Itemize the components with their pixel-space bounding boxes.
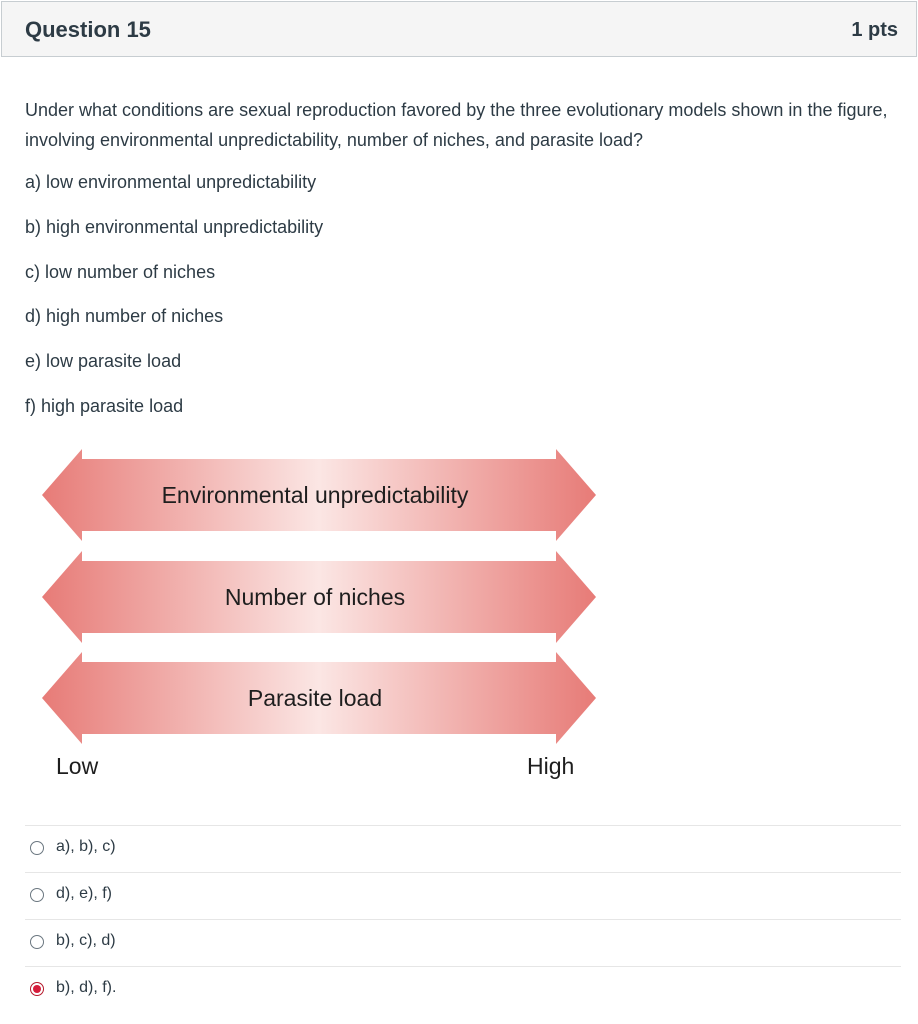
axis-high-label: High bbox=[527, 753, 575, 779]
axis-low-label: Low bbox=[56, 753, 99, 779]
question-title: Question 15 bbox=[25, 17, 151, 42]
radio-button[interactable] bbox=[30, 935, 44, 949]
arrow-parasite-load bbox=[42, 652, 596, 744]
arrow-label-parasite-load: Parasite load bbox=[247, 685, 383, 711]
arrow-label-number-of-niches: Number of niches bbox=[224, 584, 406, 610]
statement-c: c) low number of niches bbox=[25, 262, 216, 282]
arrow-environmental-unpredictability bbox=[42, 449, 596, 541]
answer-label[interactable]: a), b), c) bbox=[56, 838, 116, 855]
answer-label[interactable]: b), d), f). bbox=[56, 979, 117, 996]
statement-b: b) high environmental unpredictability bbox=[25, 217, 324, 237]
arrow-label-environmental-unpredictability: Environmental unpredictability bbox=[161, 482, 469, 508]
statement-f: f) high parasite load bbox=[25, 396, 184, 416]
radio-button[interactable] bbox=[30, 841, 44, 855]
answer-label[interactable]: b), c), d) bbox=[56, 932, 116, 949]
question-prompt: Under what conditions are sexual reproduction favored by the three evolutionary models shown in the figure, involving environmental unpredictability, number of niches, and parasite load? bbox=[25, 100, 888, 150]
answer-option-4[interactable] bbox=[25, 966, 901, 1013]
statement-e: e) low parasite load bbox=[25, 351, 182, 371]
answer-label[interactable]: d), e), f) bbox=[56, 885, 113, 902]
answer-option-1[interactable] bbox=[25, 825, 901, 872]
statement-d: d) high number of niches bbox=[25, 306, 224, 326]
answer-option-3[interactable] bbox=[25, 919, 901, 966]
question-header bbox=[1, 1, 917, 57]
question-points: 1 pts bbox=[851, 19, 898, 41]
answer-option-2[interactable] bbox=[25, 872, 901, 919]
answer-list bbox=[25, 825, 901, 1013]
radio-button[interactable] bbox=[30, 888, 44, 902]
radio-button-selected[interactable] bbox=[30, 982, 44, 996]
arrow-number-of-niches bbox=[42, 551, 596, 643]
evolutionary-models-figure bbox=[40, 445, 600, 790]
statement-a: a) low environmental unpredictability bbox=[25, 172, 317, 192]
